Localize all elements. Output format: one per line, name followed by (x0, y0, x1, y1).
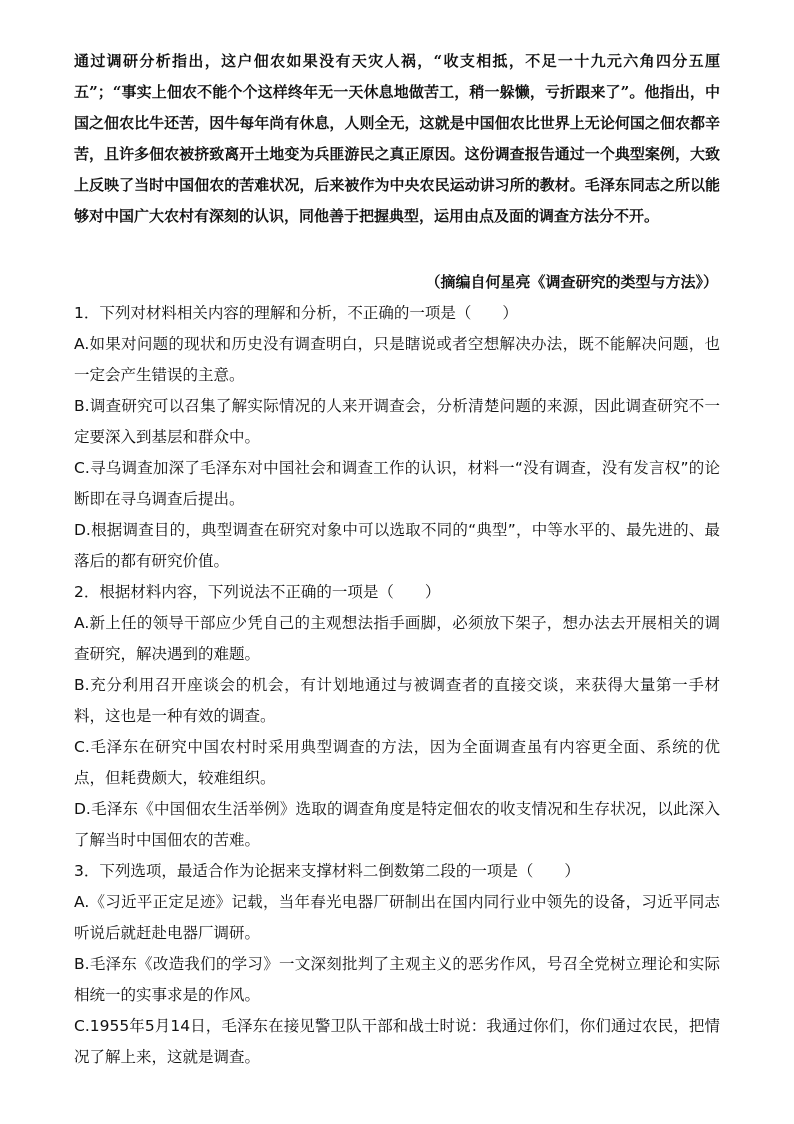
question-1-stem: 1．下列对材料相关内容的理解和分析，不正确的一项是（ ） (74, 304, 518, 322)
question-2-option-d: D.毛泽东《中国佃农生活举例》选取的调查角度是特定佃农的收支情况和生存状况，以此深入了解当时中国佃农的苦难。 (74, 800, 720, 849)
question-1-option-b: B.调查研究可以召集了解实际情况的人来开调查会，分析清楚问题的来源，因此调查研究不一定要深入到基层和群众中。 (74, 397, 720, 446)
question-2-option-a: A.新上任的领导干部应少凭自己的主观想法指手画脚，必须放下架子，想办法去开展相关的调查研究，解决遇到的难题。 (74, 614, 720, 663)
passage-text: 通过调研分析指出，这户佃农如果没有天灾人祸，“收支相抵，不足一十九元六角四分五厘五”；“事实上佃农不能个个这样终年无一天休息地做苦工，稍一躲懒，亏折跟来了”。他指出，中国之佃农比牛还苦，因牛每年尚有休息，人则全无，这就是中国佃农比世界上无论何国之佃农都辛苦，且许多佃农被挤致离开土地变为兵匪游民之真正原因。这份调查报告通过一个典型案例，大致上反映了当时中国佃农的苦难状况，后来被作为中央农民运动讲习所的教材。毛泽东同志之所以能够对中国广大农村有深刻的认识，同他善于把握典型，运用由点及面的调查方法分不开。 (74, 52, 720, 225)
question-2-option-b: B.充分利用召开座谈会的机会，有计划地通过与被调查者的直接交谈，来获得大量第一手材料，这也是一种有效的调查。 (74, 676, 720, 725)
question-2-stem: 2．根据材料内容，下列说法不正确的一项是（ ） (74, 583, 441, 601)
question-1-option-d: D.根据调查目的，典型调查在研究对象中可以选取不同的“典型”，中等水平的、最先进的、最落后的都有研究价值。 (74, 521, 720, 570)
question-1-option-c: C.寻乌调查加深了毛泽东对中国社会和调查工作的认识，材料一“没有调查，没有发言权”的论断即在寻乌调查后提出。 (74, 459, 720, 508)
question-3-option-c: C.1955年5月14日，毛泽东在接见警卫队干部和战士时说：我通过你们，你们通过农民，把情况了解上来，这就是调查。 (74, 1017, 720, 1066)
question-3-option-b: B.毛泽东《改造我们的学习》一文深刻批判了主观主义的恶劣作风，号召全党树立理论和实际相统一的实事求是的作风。 (74, 955, 720, 1004)
question-2-option-c: C.毛泽东在研究中国农村时采用典型调查的方法，因为全面调查虽有内容更全面、系统的优点，但耗费颇大，较难组织。 (74, 738, 720, 787)
question-3-option-a: A.《习近平正定足迹》记载，当年春光电器厂研制出在国内同行业中领先的设备，习近平同志听说后就赶赴电器厂调研。 (74, 893, 720, 942)
question-1-option-a: A.如果对问题的现状和历史没有调查明白，只是瞎说或者空想解决办法，既不能解决问题，也一定会产生错误的主意。 (74, 335, 720, 384)
question-3-stem: 3．下列选项，最适合作为论据来支撑材料二倒数第二段的一项是（ ） (74, 862, 580, 880)
source-citation: （摘编自何星亮《调查研究的类型与方法》） (425, 273, 718, 291)
